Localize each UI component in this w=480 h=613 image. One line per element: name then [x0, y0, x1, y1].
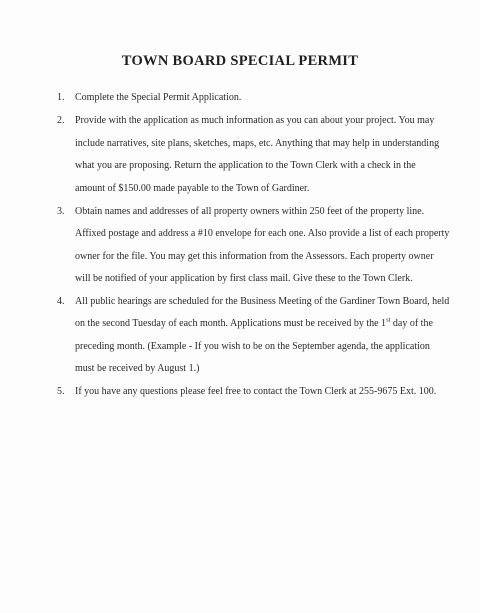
list-item-text: [75, 318, 433, 330]
list-item-number: 4.: [57, 296, 65, 307]
list-item-text: If you have any questions please feel free to contact the Town Clerk at 255-9675 Ext. 100.: [75, 386, 437, 397]
list-item-number: 1.: [57, 92, 65, 103]
list-item-text: preceding month. (Example - If you wish to be on the September agenda, the application: [75, 341, 430, 352]
list-item-text: will be notified of your application by first class mail. Give these to the Town Clerk.: [75, 273, 413, 284]
list-item-text: must be received by August 1.): [75, 363, 200, 374]
page-title: TOWN BOARD SPECIAL PERMIT: [121, 53, 359, 69]
list-item-text: include narratives, site plans, sketches, maps, etc. Anything that may help in understanding: [75, 138, 440, 149]
list-item-text: owner for the file. You may get this information from the Assessors. Each property owner: [75, 251, 434, 262]
list-item-text: amount of $150.00 made payable to the Town of Gardiner.: [75, 183, 310, 194]
list-item-number: 5.: [57, 386, 65, 397]
list-item-number: 2.: [57, 115, 65, 126]
list-item-text: Complete the Special Permit Application.: [75, 92, 242, 103]
list-item-number: 3.: [57, 206, 65, 217]
list-item-text-part: on the second Tuesday of each month. Applications must be received by the 1: [75, 318, 387, 329]
list-item-text-part: day of the: [390, 318, 433, 329]
list-item-text: All public hearings are scheduled for the Business Meeting of the Gardiner Town Board, held: [75, 296, 450, 307]
list-item-text: what you are proposing. Return the application to the Town Clerk with a check in the: [75, 160, 416, 171]
list-item-text: Provide with the application as much information as you can about your project. You may: [75, 115, 435, 126]
list-item-text: Affixed postage and address a #10 envelope for each one. Also provide a list of each property: [75, 228, 450, 239]
list-item-text: Obtain names and addresses of all property owners within 250 feet of the property line.: [75, 206, 425, 217]
ordinal-superscript: st: [386, 316, 391, 324]
